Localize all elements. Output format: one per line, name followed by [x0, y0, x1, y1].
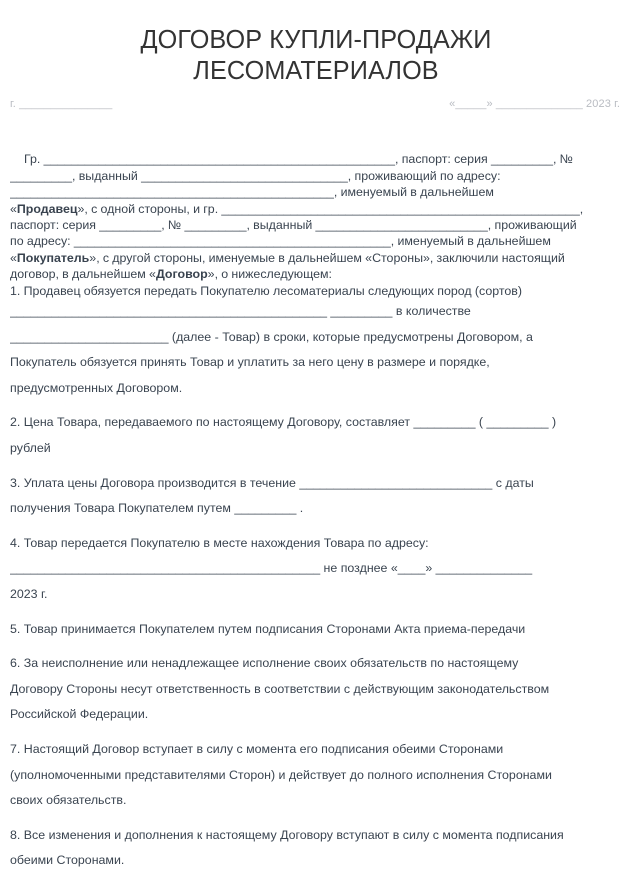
clause-line: получения Товара Покупателем путем _________ .: [10, 501, 304, 516]
clause-line: Покупатель обязуется принять Товар и уплатить за него цену в размере и порядке,: [10, 355, 490, 370]
parties-line: _________, выданный ______________________________, проживающий по адресу:: [10, 168, 501, 183]
clause-line: предусмотренных Договором.: [10, 380, 183, 395]
parties-line: договор, в дальнейшем «Договор», о нижеследующем:: [10, 267, 332, 282]
clause-4: [10, 531, 622, 608]
clause-line: ______________________________________________ _________ в количестве: [10, 304, 471, 318]
clause-1-line: 1. Продавец обязуется передать Покупателю лесоматериалы следующих пород (сортов): [10, 283, 522, 298]
parties-line: по адресу: ______________________________________________, именуемый в дальнейшем: [10, 234, 551, 249]
clause-line: [10, 847, 622, 851]
clause-line: Российской Федерации.: [10, 707, 149, 722]
clause-7: [10, 737, 622, 814]
clause-line: Договору Стороны несут ответственность в соответствии с действующим законодательством: [10, 681, 550, 696]
clause-3: [10, 471, 622, 522]
date-field: «_____» ______________ 2023 г.: [449, 98, 620, 111]
clause-line: _______________________ (далее - Товар) в сроки, которые предусмотрены Договором, а: [10, 329, 533, 344]
clause-6: [10, 651, 622, 728]
clause-line: 4. Товар передается Покупателю в месте нахождения Товара по адресу:: [10, 535, 429, 550]
clause-line: 2. Цена Товара, передаваемого по настоящему Договору, составляет _________ ( _________ ): [10, 415, 557, 430]
clause-line: (уполномоченными представителями Сторон) и действует до полного исполнения Сторонами: [10, 767, 552, 782]
header-meta-row: [10, 98, 622, 110]
parties-line: Гр. ___________________________________________________, паспорт: серия _________, №: [24, 152, 573, 167]
clause-line: _____________________________________________ не позднее «____» ______________: [10, 561, 533, 576]
clause-line: 3. Уплата цены Договора производится в течение ____________________________ с даты: [10, 475, 534, 490]
clause-line: 2023 г.: [10, 586, 48, 601]
clipped-clause-9: [10, 847, 622, 851]
parties-line: «Покупатель», с другой стороны, именуемые в дальнейшем «Стороны», заключили настоящий: [10, 250, 565, 265]
clause-2: [10, 410, 622, 461]
clause-1-continuation: [10, 299, 622, 401]
parties-line: _______________________________________________, именуемый в дальнейшем: [10, 185, 494, 200]
parties-paragraph: [10, 151, 622, 299]
clause-line: обеими Сторонами.: [10, 853, 125, 868]
clause-line: 5. Товар принимается Покупателем путем подписания Сторонами Акта приема-передачи: [10, 621, 526, 636]
clause-line: 8. Все изменения и дополнения к настоящему Договору вступают в силу с момента подписания: [10, 827, 564, 842]
city-field: г. _______________: [10, 98, 113, 111]
parties-line: паспорт: серия _________, № _________, выданный _________________________, проживающий: [10, 217, 577, 232]
clause-5: [10, 617, 622, 643]
clause-line: 6. За неисполнение или ненадлежащее исполнение своих обязательств по настоящему: [10, 656, 519, 671]
title-line-1: ДОГОВОР КУПЛИ-ПРОДАЖИ: [140, 24, 492, 54]
clause-line: рублей: [10, 440, 51, 455]
parties-line: «Продавец», с одной стороны, и гр. ____________________________________________________,: [10, 201, 584, 216]
page-title: [19, 0, 613, 85]
clause-line: своих обязательств.: [10, 793, 127, 808]
title-line-2: ЛЕСОМАТЕРИАЛОВ: [193, 54, 439, 85]
clause-line: 7. Настоящий Договор вступает в силу с момента его подписания обеими Сторонами: [10, 741, 504, 756]
